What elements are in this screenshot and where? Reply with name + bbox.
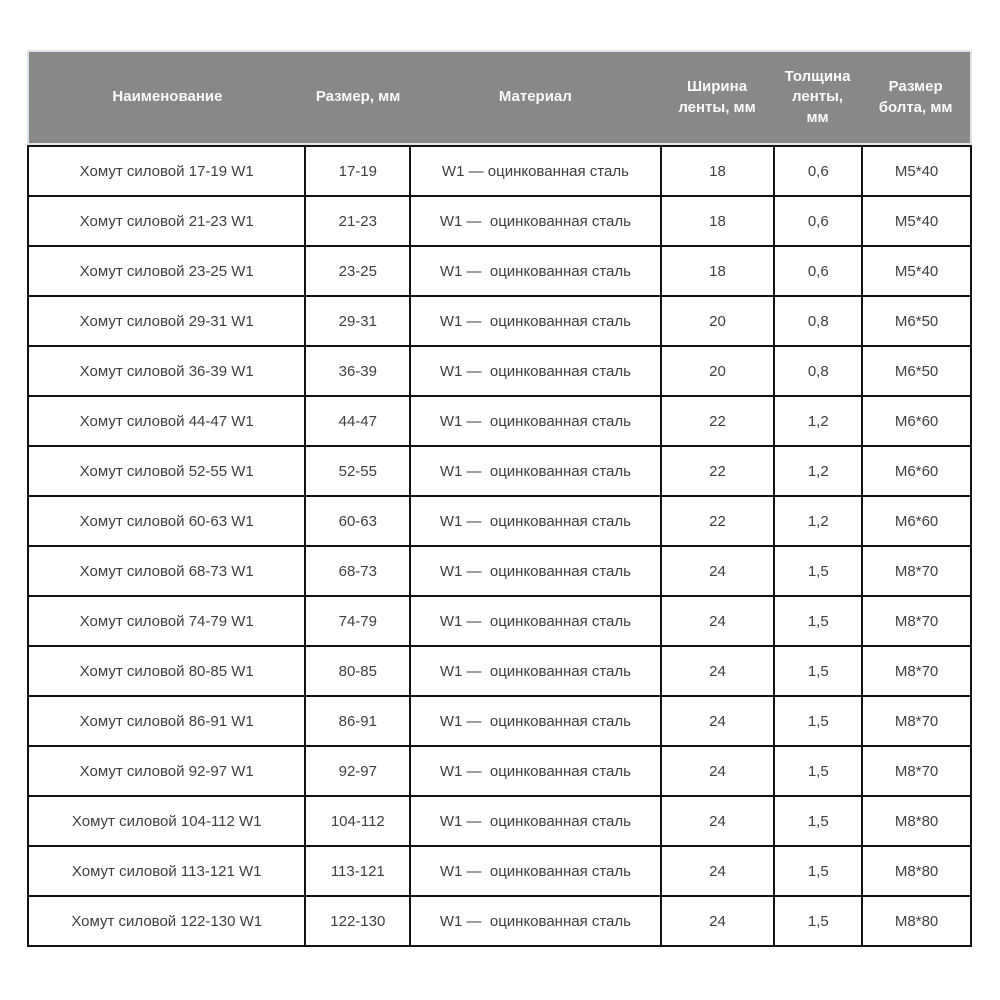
table-cell: W1 — оцинкованная сталь [410,896,660,946]
table-cell: 24 [661,646,775,696]
table-cell: 1,5 [774,896,862,946]
table-cell: W1 — оцинкованная сталь [410,746,660,796]
table-cell: M8*80 [862,846,971,896]
table-cell: 29-31 [305,296,410,346]
table-cell: Хомут силовой 29-31 W1 [28,296,305,346]
table-cell: W1 — оцинкованная сталь [410,246,660,296]
table-cell: 22 [661,446,775,496]
table-cell: 0,6 [774,196,862,246]
column-header: Размер болта, мм [878,78,953,116]
table-row [28,496,971,546]
table-row [28,846,971,896]
table-cell: 1,2 [774,446,862,496]
table-cell: 68-73 [305,546,410,596]
table-cell: 24 [661,596,775,646]
table-cell: Хомут силовой 21-23 W1 [28,196,305,246]
table-cell: 18 [661,146,775,196]
table-row [28,146,971,196]
table-cell: 23-25 [305,246,410,296]
table-cell: 22 [661,396,775,446]
clamp-spec-table [27,50,972,947]
table-cell: M5*40 [862,246,971,296]
table-cell: M6*60 [862,446,971,496]
table-row [28,596,971,646]
table-cell: 74-79 [305,596,410,646]
column-header: Ширина ленты, мм [678,78,756,116]
table-cell: M8*70 [862,546,971,596]
table-cell: 86-91 [305,696,410,746]
table-cell: 0,6 [774,146,862,196]
table-row [28,796,971,846]
table-cell: M8*70 [862,746,971,796]
table-cell: 1,5 [774,796,862,846]
table-cell: Хомут силовой 44-47 W1 [28,396,305,446]
table-cell: W1 — оцинкованная сталь [410,546,660,596]
table-cell: W1 — оцинкованная сталь [410,396,660,446]
table-cell: W1 — оцинкованная сталь [410,446,660,496]
table-cell: Хомут силовой 86-91 W1 [28,696,305,746]
table-cell: 20 [661,346,775,396]
table-cell: Хомут силовой 17-19 W1 [28,146,305,196]
table-cell: 113-121 [305,846,410,896]
table-row [28,646,971,696]
table-header-row [27,50,972,145]
table-cell: M8*80 [862,896,971,946]
table-cell: 60-63 [305,496,410,546]
table-cell: 24 [661,796,775,846]
table-cell: 1,5 [774,746,862,796]
table-row [28,196,971,246]
table-cell: 17-19 [305,146,410,196]
table-cell: W1 — оцинкованная сталь [410,796,660,846]
table-cell: 1,5 [774,596,862,646]
table-cell: 0,6 [774,246,862,296]
table-cell: 1,5 [774,846,862,896]
table-cell: 80-85 [305,646,410,696]
table-cell: 1,5 [774,546,862,596]
table-cell: 1,5 [774,646,862,696]
column-header: Размер, мм [315,88,401,106]
table-cell: M8*70 [862,646,971,696]
table-cell: W1 — оцинкованная сталь [410,696,660,746]
table-row [28,246,971,296]
table-row [28,546,971,596]
table-body [27,145,972,947]
table-cell: Хомут силовой 36-39 W1 [28,346,305,396]
table-cell: W1 — оцинкованная сталь [410,146,660,196]
table-cell: W1 — оцинкованная сталь [410,296,660,346]
table-row [28,446,971,496]
table-row [28,896,971,946]
table-cell: Хомут силовой 122-130 W1 [28,896,305,946]
table-cell: 22 [661,496,775,546]
table-cell: Хомут силовой 104-112 W1 [28,796,305,846]
table-cell: M6*50 [862,296,971,346]
table-cell: M6*50 [862,346,971,396]
table-cell: 24 [661,846,775,896]
table-cell: M8*70 [862,596,971,646]
column-header: Толщина ленты, мм [784,68,851,126]
table-cell: 1,5 [774,696,862,746]
table-cell: 20 [661,296,775,346]
table-cell: Хомут силовой 68-73 W1 [28,546,305,596]
table-cell: 1,2 [774,396,862,446]
table-cell: 36-39 [305,346,410,396]
table-cell: 92-97 [305,746,410,796]
table-cell: W1 — оцинкованная сталь [410,596,660,646]
table-cell: 0,8 [774,346,862,396]
table-cell: W1 — оцинкованная сталь [410,646,660,696]
table-cell: M6*60 [862,496,971,546]
table-cell: W1 — оцинкованная сталь [410,846,660,896]
column-header: Наименование [112,88,223,106]
table-cell: 104-112 [305,796,410,846]
table-cell: M8*80 [862,796,971,846]
table-cell: M8*70 [862,696,971,746]
table-row [28,296,971,346]
table-cell: Хомут силовой 60-63 W1 [28,496,305,546]
table-cell: W1 — оцинкованная сталь [410,196,660,246]
table-cell: 24 [661,696,775,746]
column-header: Материал [498,88,572,106]
table-cell: 52-55 [305,446,410,496]
table-cell: Хомут силовой 74-79 W1 [28,596,305,646]
table-cell: 24 [661,896,775,946]
table-cell: 18 [661,196,775,246]
table-cell: 24 [661,546,775,596]
table-cell: W1 — оцинкованная сталь [410,346,660,396]
table-cell: 18 [661,246,775,296]
table-cell: M5*40 [862,196,971,246]
table-row [28,346,971,396]
table-row [28,696,971,746]
table-cell: M6*60 [862,396,971,446]
table-cell: Хомут силовой 113-121 W1 [28,846,305,896]
table-row [28,396,971,446]
table-cell: 44-47 [305,396,410,446]
table-cell: W1 — оцинкованная сталь [410,496,660,546]
table-cell: Хомут силовой 23-25 W1 [28,246,305,296]
table-cell: 1,2 [774,496,862,546]
table-cell: 0,8 [774,296,862,346]
table-row [28,746,971,796]
table-cell: 122-130 [305,896,410,946]
table-cell: Хомут силовой 92-97 W1 [28,746,305,796]
table-cell: Хомут силовой 80-85 W1 [28,646,305,696]
table-cell: 24 [661,746,775,796]
table-cell: Хомут силовой 52-55 W1 [28,446,305,496]
table-cell: M5*40 [862,146,971,196]
table-cell: 21-23 [305,196,410,246]
